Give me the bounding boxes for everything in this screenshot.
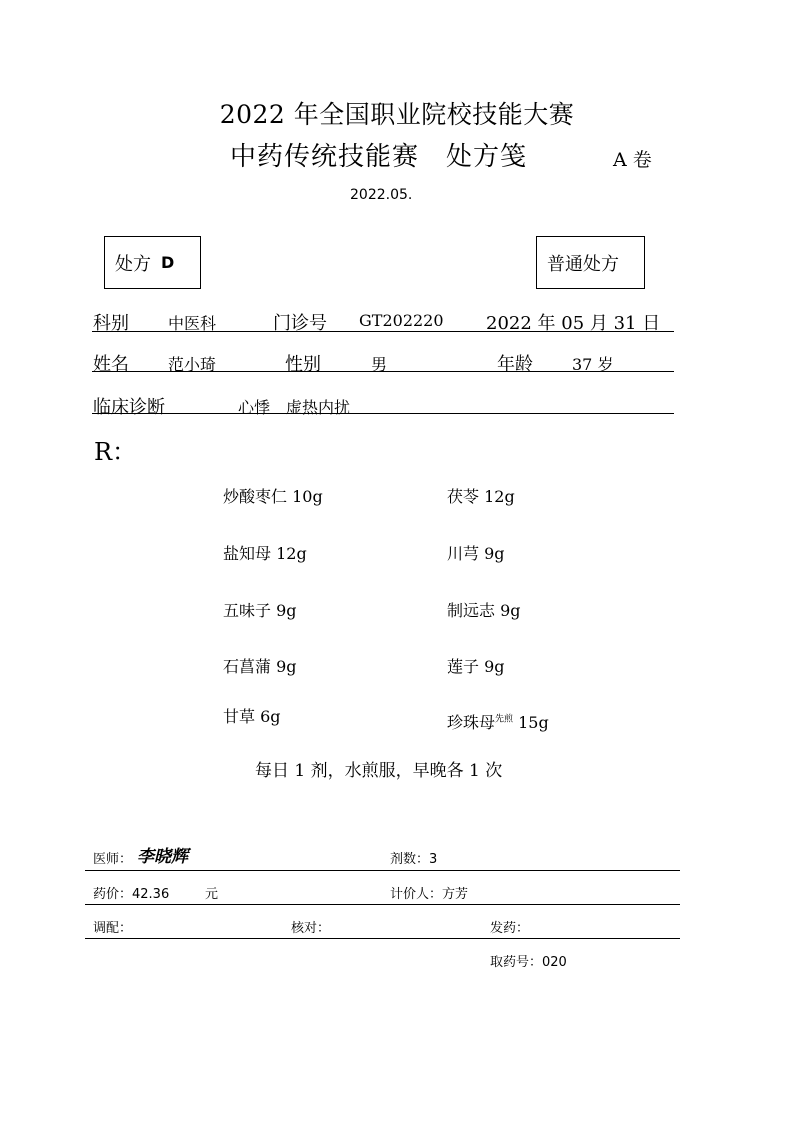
clinic-no-value: GT202220: [359, 311, 444, 330]
info-underline-1: [92, 331, 674, 332]
herb-dose: 10g: [292, 487, 323, 506]
diagnosis-value: 心悸 虚热内扰: [238, 398, 351, 417]
footer-line-3: [85, 938, 680, 939]
doses-label: 剂数：3: [390, 852, 438, 867]
issue-label: 发药：: [490, 921, 530, 936]
footer-line-1: [85, 870, 680, 871]
title-competition: 2022 年全国职业院校技能大赛: [219, 100, 575, 129]
herb-dose: 9g: [276, 601, 297, 620]
herb-dose: 15g: [518, 713, 549, 732]
header-date: 2022.05.: [350, 187, 413, 203]
sex-label: 性别: [285, 354, 321, 375]
info-underline-2: [92, 371, 674, 372]
herb-item: [223, 704, 281, 727]
herb-item: [447, 541, 505, 564]
clinic-no-label: 门诊号: [273, 313, 327, 334]
department-label: 科别: [93, 313, 129, 334]
dispense-label: 调配：: [93, 921, 133, 936]
doctor-label: 医师：: [93, 852, 133, 867]
herb-dose: 9g: [484, 544, 505, 563]
herb-dose: 6g: [260, 707, 281, 726]
title-prescription: 中药传统技能赛 处方笺: [230, 142, 528, 172]
pickup-number: 取药号：020: [490, 955, 567, 970]
visit-date: 2022 年 05 月 31 日: [486, 313, 661, 334]
rx-code-box: [104, 236, 201, 289]
diagnosis-label: 临床诊断: [93, 397, 165, 418]
doctor-signature: 李晓辉: [137, 847, 188, 867]
rx-type-box: [536, 236, 645, 289]
herb-item: [447, 598, 521, 621]
herb-item: [223, 598, 297, 621]
department-value: 中医科: [168, 314, 217, 333]
rx-label: 处方: [115, 253, 151, 275]
age-label: 年龄: [497, 354, 533, 375]
name-value: 范小琦: [168, 355, 217, 374]
herb-name: 五味子: [223, 601, 272, 620]
herb-item: [223, 541, 307, 564]
herb-dose: 12g: [484, 487, 515, 506]
herb-dose: 9g: [276, 657, 297, 676]
pricer-label: 计价人：方芳: [390, 887, 469, 902]
herb-dose: 9g: [500, 601, 521, 620]
herb-name: 石菖蒲: [223, 657, 272, 676]
herb-name: 制远志: [447, 601, 496, 620]
rx-symbol: R：: [94, 438, 137, 466]
herb-item: [447, 710, 549, 733]
herb-item: [223, 654, 297, 677]
herb-dose: 12g: [276, 544, 307, 563]
herb-item: [447, 654, 505, 677]
name-label: 姓名: [93, 354, 129, 375]
herb-name: 炒酸枣仁: [223, 487, 288, 506]
usage-instructions: 每日 1 剂，水煎服，早晚各 1 次: [255, 761, 503, 781]
herb-name: 甘草: [223, 707, 256, 726]
paper-label: A 卷: [613, 149, 652, 171]
herb-name: 莲子: [447, 657, 480, 676]
herb-item: [223, 484, 323, 507]
rx-type: 普通处方: [547, 253, 619, 275]
herb-name: 川芎: [447, 544, 480, 563]
price-unit: 元: [205, 887, 219, 902]
sex-value: 男: [371, 355, 388, 374]
footer-line-2: [85, 904, 680, 905]
price-label: 药价：42.36: [93, 887, 170, 902]
herb-dose: 9g: [484, 657, 505, 676]
rx-code: D: [161, 253, 175, 272]
herb-note: 先煎: [495, 714, 514, 725]
age-value: 37 岁: [572, 355, 614, 374]
check-label: 核对：: [291, 921, 331, 936]
herb-name: 盐知母: [223, 544, 272, 563]
herb-item: [447, 484, 515, 507]
herb-name: 茯苓: [447, 487, 480, 506]
herb-name: 珍珠母: [447, 713, 496, 732]
info-underline-3: [92, 413, 674, 414]
